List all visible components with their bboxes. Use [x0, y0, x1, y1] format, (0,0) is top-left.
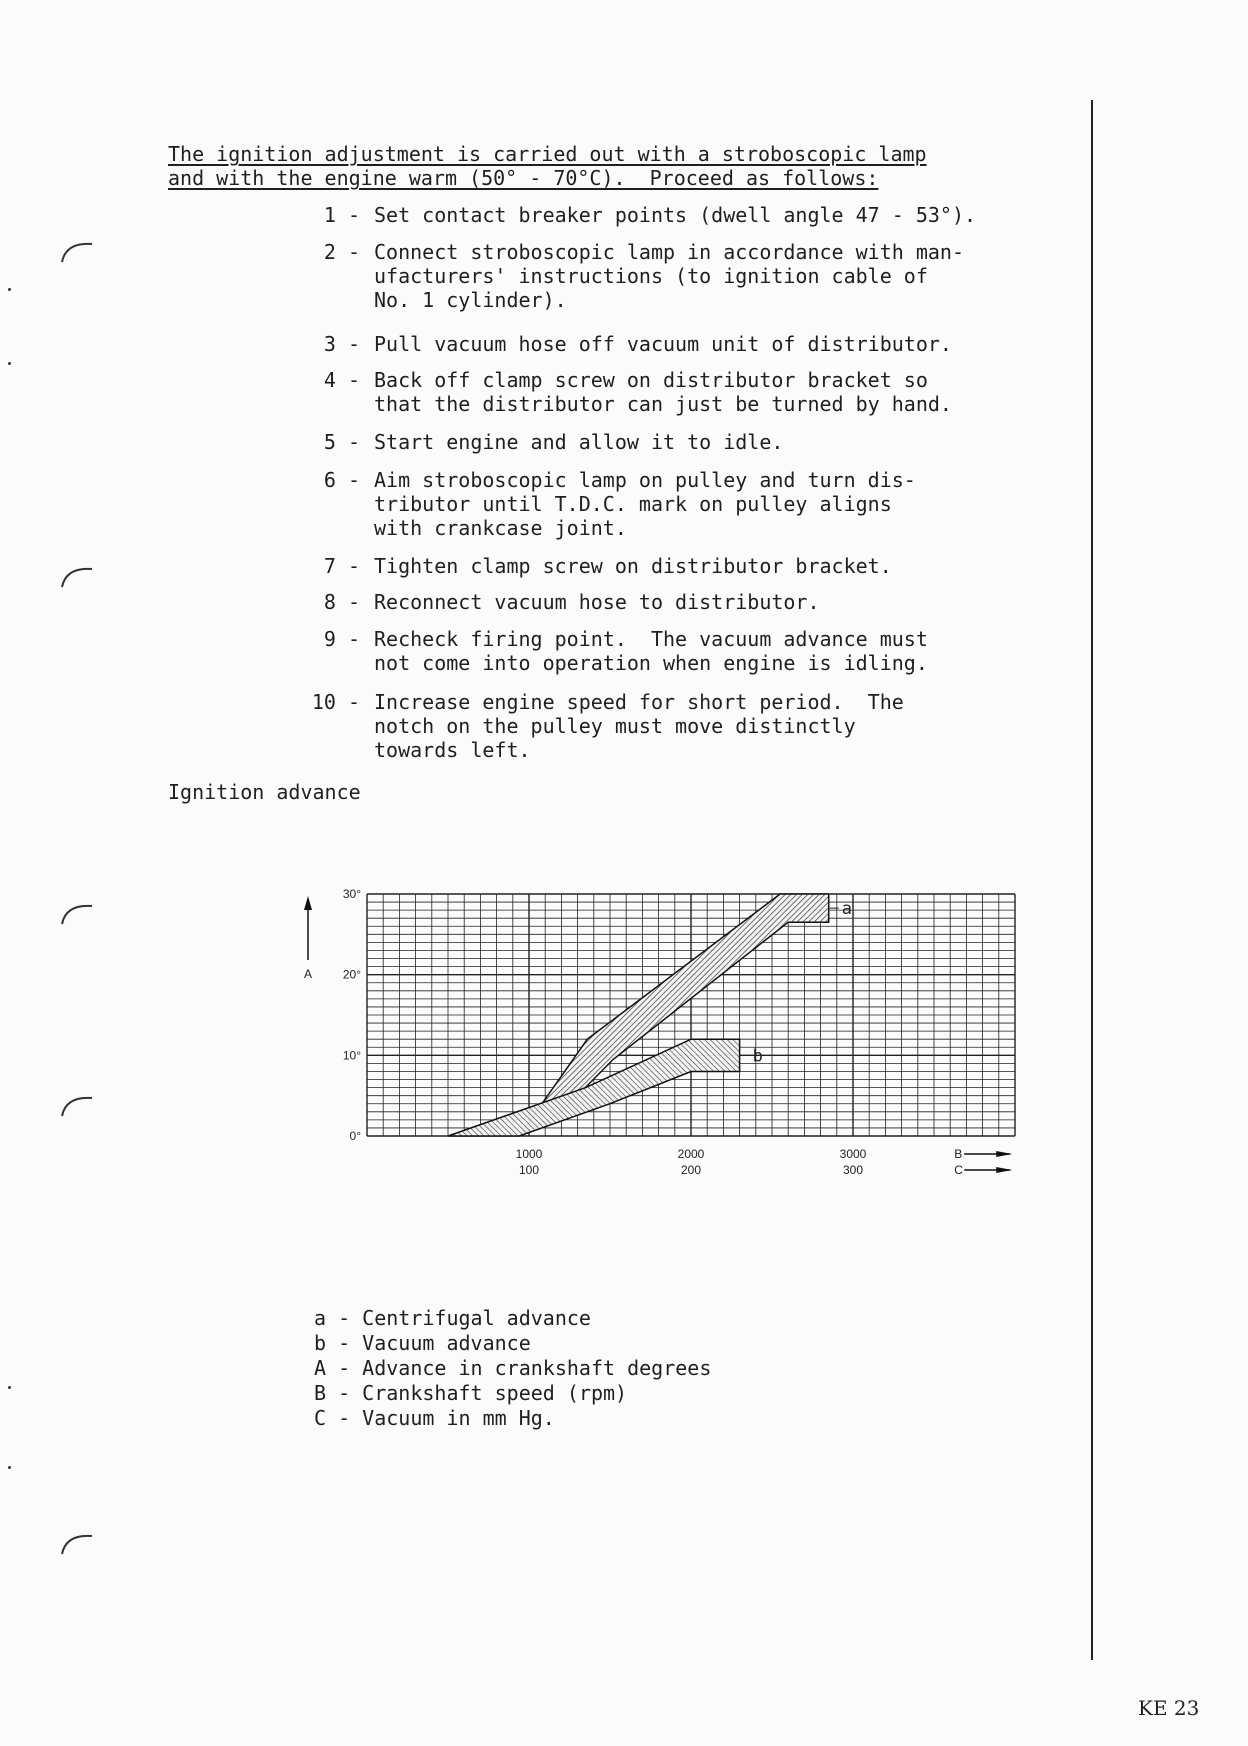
legend-item: C - Vacuum in mm Hg. — [314, 1406, 555, 1430]
step-number: 10 - — [311, 690, 360, 714]
x-tick-label-B: 2000 — [677, 1147, 705, 1161]
step-number: 9 - — [323, 627, 360, 651]
margin-mark — [8, 1466, 11, 1469]
x-axis-letter-B: B — [954, 1147, 963, 1161]
y-tick-label: 30° — [342, 887, 361, 901]
step-number: 7 - — [323, 554, 360, 578]
intro-line-2: and with the engine warm (50° - 70°C). Proceed as follows: — [168, 166, 879, 190]
step-text: Set contact breaker points (dwell angle 47 - 53°). — [374, 203, 977, 227]
intro-line-1: The ignition adjustment is carried out with a stroboscopic lamp — [168, 142, 927, 166]
step-number: 3 - — [323, 332, 360, 356]
step-text: notch on the pulley must move distinctly — [374, 714, 856, 738]
margin-mark — [8, 362, 11, 365]
binder-hole-5 — [56, 1524, 106, 1574]
x-axis-letter-C: C — [954, 1163, 963, 1177]
x-tick-label-C: 100 — [518, 1163, 540, 1177]
step-text: that the distributor can just be turned by hand. — [374, 392, 952, 416]
step-text: Aim stroboscopic lamp on pulley and turn dis- — [374, 468, 916, 492]
step-text: Start engine and allow it to idle. — [374, 430, 784, 454]
step-number: 1 - — [323, 203, 360, 227]
step-text: ufacturers' instructions (to ignition cable of — [374, 264, 928, 288]
step-text: Reconnect vacuum hose to distributor. — [374, 590, 820, 614]
binder-hole-4 — [56, 1086, 106, 1136]
margin-mark — [8, 288, 11, 291]
step-number: 8 - — [323, 590, 360, 614]
legend-item: A - Advance in crankshaft degrees — [314, 1356, 712, 1380]
x-tick-label-C: 300 — [842, 1163, 864, 1177]
step-text: Recheck firing point. The vacuum advance must — [374, 627, 928, 651]
binder-hole-2 — [56, 557, 106, 607]
y-axis-arrowhead — [304, 896, 312, 910]
step-text: Increase engine speed for short period. The — [374, 690, 904, 714]
series-label-b: b — [752, 1046, 763, 1067]
y-tick-label: 0° — [349, 1129, 361, 1143]
step-text: Back off clamp screw on distributor bracket so — [374, 368, 928, 392]
step-text: tributor until T.D.C. mark on pulley aligns — [374, 492, 892, 516]
step-text: No. 1 cylinder). — [374, 288, 567, 312]
y-axis-letter: A — [304, 967, 313, 981]
page-number: KE 23 — [1138, 1696, 1200, 1720]
chart-grid — [367, 894, 1015, 1136]
step-number: 6 - — [323, 468, 360, 492]
step-text: with crankcase joint. — [374, 516, 627, 540]
y-tick-label: 10° — [342, 1048, 361, 1063]
step-number: 5 - — [323, 430, 360, 454]
step-text: Pull vacuum hose off vacuum unit of distributor. — [374, 332, 952, 356]
binder-hole-3 — [56, 894, 106, 944]
x-axis-arrowhead-C — [996, 1167, 1012, 1173]
ignition-advance-chart — [290, 880, 1030, 1200]
binder-hole-1 — [56, 232, 106, 282]
step-text: Connect stroboscopic lamp in accordance with man- — [374, 240, 965, 264]
legend-item: B - Crankshaft speed (rpm) — [314, 1381, 628, 1405]
x-tick-label-B: 3000 — [839, 1147, 867, 1161]
section-heading: Ignition advance — [168, 780, 361, 804]
series-label-a: a — [841, 899, 852, 920]
step-text: Tighten clamp screw on distributor bracket. — [374, 554, 892, 578]
step-text: not come into operation when engine is idling. — [374, 651, 928, 675]
x-tick-label-C: 200 — [680, 1163, 702, 1177]
step-text: towards left. — [374, 738, 531, 762]
step-number: 4 - — [323, 368, 360, 392]
legend-item: b - Vacuum advance — [314, 1331, 531, 1355]
legend-item: a - Centrifugal advance — [314, 1306, 591, 1330]
x-tick-label-B: 1000 — [515, 1147, 543, 1161]
margin-rule — [1091, 100, 1093, 1660]
y-tick-label: 20° — [342, 967, 361, 982]
x-axis-arrowhead-B — [996, 1151, 1012, 1157]
margin-mark — [8, 1386, 11, 1389]
step-number: 2 - — [323, 240, 360, 264]
